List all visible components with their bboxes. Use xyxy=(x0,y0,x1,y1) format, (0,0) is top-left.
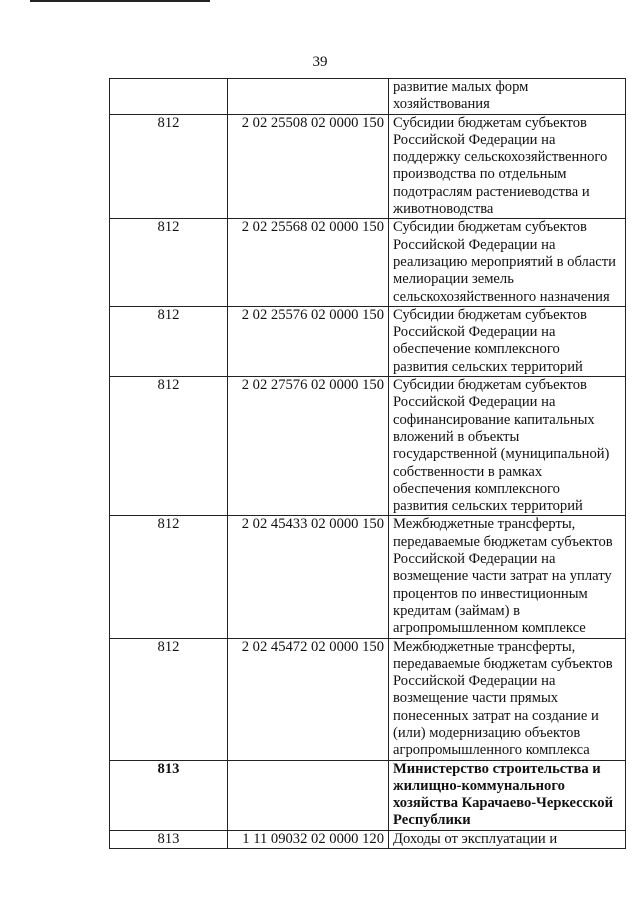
revenue-name-line: реализацию мероприятий в области xyxy=(393,253,616,270)
revenue-name-line: Российской Федерации на xyxy=(393,324,556,341)
budget-code-cell: 2 02 25508 02 0000 150 xyxy=(228,114,389,219)
revenue-name-line: обеспечение комплексного xyxy=(393,341,560,358)
table-row xyxy=(110,760,626,830)
revenue-name-cell xyxy=(389,830,626,848)
budget-code-cell xyxy=(228,79,389,115)
budget-code-cell: 2 02 25576 02 0000 150 xyxy=(228,306,389,376)
table-row xyxy=(110,377,626,516)
admin-code-cell: 812 xyxy=(110,114,228,219)
revenue-name-line: хозяйствования xyxy=(393,96,490,113)
admin-code-cell: 812 xyxy=(110,219,228,306)
budget-code-cell: 2 02 45472 02 0000 150 xyxy=(228,638,389,760)
admin-code-cell: 812 xyxy=(110,638,228,760)
revenue-name-line: развития сельских территорий xyxy=(393,358,583,375)
revenue-name-line: понесенных затрат на создание и xyxy=(393,707,599,724)
revenue-name-line: Субсидии бюджетам субъектов xyxy=(393,114,587,131)
revenue-name-line: Межбюджетные трансферты, xyxy=(393,516,576,533)
admin-code-cell: 812 xyxy=(110,516,228,638)
revenue-name-cell xyxy=(389,79,626,115)
budget-code-cell: 2 02 27576 02 0000 150 xyxy=(228,377,389,516)
revenue-name-line: агропромышленного комплекса xyxy=(393,742,590,759)
revenue-name-cell xyxy=(389,377,626,516)
revenue-name-line: развития сельских территорий xyxy=(393,498,583,515)
revenue-name-line: Субсидии бюджетам субъектов xyxy=(393,219,587,236)
revenue-name-line: передаваемые бюджетам субъектов xyxy=(393,533,613,550)
budget-code-cell: 2 02 45433 02 0000 150 xyxy=(228,516,389,638)
revenue-name-line: сельскохозяйственного назначения xyxy=(393,288,610,305)
table-row xyxy=(110,516,626,638)
revenue-name-line: Субсидии бюджетам субъектов xyxy=(393,306,587,323)
budget-code-cell: 1 11 09032 02 0000 120 xyxy=(228,830,389,848)
revenue-name-line: (или) модернизацию объектов xyxy=(393,724,581,741)
revenue-name-line: Российской Федерации на xyxy=(393,394,556,411)
table-row xyxy=(110,830,626,848)
revenue-name-line: Министерство строительства и xyxy=(393,760,601,777)
table-row xyxy=(110,79,626,115)
table-row xyxy=(110,638,626,760)
revenue-name-line: жилищно-коммунального xyxy=(393,777,565,794)
revenue-name-line: развитие малых форм xyxy=(393,79,529,95)
revenue-name-cell xyxy=(389,219,626,306)
revenue-name-line: Доходы от эксплуатации и xyxy=(393,830,558,847)
revenue-name-line: подотраслям растениеводства и xyxy=(393,183,590,200)
page-number: 39 xyxy=(312,54,328,70)
revenue-name-line: Российской Федерации на xyxy=(393,551,556,568)
revenue-name-line: Российской Федерации на xyxy=(393,236,556,253)
revenue-name-line: производства по отдельным xyxy=(393,166,567,183)
revenue-name-line: Межбюджетные трансферты, xyxy=(393,638,576,655)
revenue-name-line: возмещение части прямых xyxy=(393,690,559,707)
budget-code-cell xyxy=(228,760,389,830)
table-body xyxy=(110,79,626,849)
revenue-name-line: агропромышленном комплексе xyxy=(393,620,586,637)
revenue-name-line: Субсидии бюджетам субъектов xyxy=(393,377,587,394)
admin-code-cell: 812 xyxy=(110,306,228,376)
revenue-name-line: животноводства xyxy=(393,201,494,218)
revenue-name-line: возмещение части затрат на уплату xyxy=(393,568,612,585)
revenue-name-line: поддержку сельскохозяйственного xyxy=(393,149,608,166)
revenue-name-line: кредитам (займам) в xyxy=(393,602,520,619)
table-row xyxy=(110,219,626,306)
admin-code-cell: 813 xyxy=(110,830,228,848)
revenue-name-cell xyxy=(389,760,626,830)
table-row xyxy=(110,114,626,219)
budget-code-cell: 2 02 25568 02 0000 150 xyxy=(228,219,389,306)
top-rule xyxy=(30,0,210,2)
revenue-name-line: передаваемые бюджетам субъектов xyxy=(393,655,613,672)
revenue-name-cell xyxy=(389,306,626,376)
admin-code-cell xyxy=(110,79,228,115)
revenue-name-line: мелиорации земель xyxy=(393,271,514,288)
revenue-name-line: собственности в рамках xyxy=(393,463,543,480)
table-row xyxy=(110,306,626,376)
revenue-name-cell xyxy=(389,638,626,760)
revenue-name-line: вложений в объекты xyxy=(393,428,520,445)
revenue-name-line: Российской Федерации на xyxy=(393,131,556,148)
revenue-name-cell xyxy=(389,114,626,219)
revenue-name-cell xyxy=(389,516,626,638)
revenue-name-line: процентов по инвестиционным xyxy=(393,585,588,602)
revenue-name-line: софинансирование капитальных xyxy=(393,411,595,428)
revenue-classification-table xyxy=(109,78,626,849)
revenue-name-line: обеспечения комплексного xyxy=(393,480,560,497)
revenue-name-line: Российской Федерации на xyxy=(393,673,556,690)
admin-code-cell: 813 xyxy=(110,760,228,830)
revenue-name-line: хозяйства Карачаево-Черкесской xyxy=(393,795,614,812)
admin-code-cell: 812 xyxy=(110,377,228,516)
revenue-name-line: государственной (муниципальной) xyxy=(393,446,610,463)
revenue-name-line: Республики xyxy=(393,812,471,829)
